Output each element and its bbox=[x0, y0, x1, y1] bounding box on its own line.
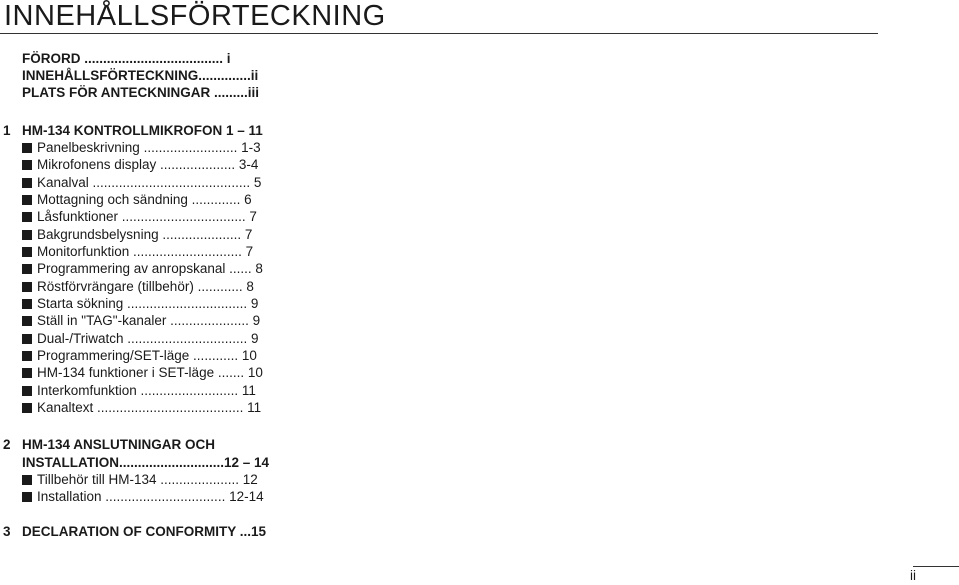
bullet-square-icon bbox=[22, 403, 32, 413]
title-divider bbox=[0, 33, 878, 34]
toc-item: Kanaltext ....................................... 11 bbox=[22, 400, 261, 416]
toc-entry-anteckningar: PLATS FÖR ANTECKNINGAR .........iii bbox=[22, 85, 260, 100]
toc-item: Installation ................................ 12-14 bbox=[22, 489, 264, 505]
toc-item: Panelbeskrivning ......................... 1-3 bbox=[22, 140, 261, 156]
toc-entry-innehall: INNEHÅLLSFÖRTECKNING..............ii bbox=[22, 68, 259, 83]
section-number: 1 bbox=[3, 123, 11, 138]
bullet-square-icon bbox=[22, 351, 32, 361]
bullet-square-icon bbox=[22, 178, 32, 188]
section-heading: DECLARATION OF CONFORMITY ...15 bbox=[22, 524, 267, 539]
bullet-square-icon bbox=[22, 368, 32, 378]
bullet-square-icon bbox=[22, 143, 32, 153]
section-heading: HM-134 KONTROLLMIKROFON 1 – 11 bbox=[22, 123, 263, 138]
bullet-square-icon bbox=[22, 212, 32, 222]
toc-item: Interkomfunktion .......................... 11 bbox=[22, 383, 256, 399]
page-number: ii bbox=[910, 568, 916, 583]
page-title: INNEHÅLLSFÖRTECKNING bbox=[4, 0, 386, 32]
section-heading: HM-134 ANSLUTNINGAR OCH bbox=[22, 437, 216, 452]
section-number: 3 bbox=[3, 524, 11, 539]
bullet-square-icon bbox=[22, 247, 32, 257]
bullet-square-icon bbox=[22, 334, 32, 344]
toc-item: Monitorfunktion ............................. 7 bbox=[22, 244, 253, 260]
bullet-square-icon bbox=[22, 386, 32, 396]
toc-item: Låsfunktioner ................................. 7 bbox=[22, 209, 257, 225]
toc-item: Ställ in "TAG"-kanaler ..................... 9 bbox=[22, 313, 260, 329]
toc-item: Kanalval .......................................... 5 bbox=[22, 175, 261, 191]
bullet-square-icon bbox=[22, 492, 32, 502]
section-number: 2 bbox=[3, 437, 11, 452]
toc-item: Starta sökning ................................ 9 bbox=[22, 296, 258, 312]
bullet-square-icon bbox=[22, 195, 32, 205]
toc-item: Dual-/Triwatch ................................ 9 bbox=[22, 331, 259, 347]
section-heading-continued: INSTALLATION............................12 – 14 bbox=[22, 455, 270, 470]
bullet-square-icon bbox=[22, 316, 32, 326]
bullet-square-icon bbox=[22, 230, 32, 240]
toc-item: Programmering av anropskanal ...... 8 bbox=[22, 261, 263, 277]
bullet-square-icon bbox=[22, 282, 32, 292]
page-number-rule bbox=[913, 566, 959, 567]
toc-item: Tillbehör till HM-134 ..................... 12 bbox=[22, 472, 258, 488]
toc-item: HM-134 funktioner i SET-läge ....... 10 bbox=[22, 365, 263, 381]
bullet-square-icon bbox=[22, 299, 32, 309]
bullet-square-icon bbox=[22, 160, 32, 170]
bullet-square-icon bbox=[22, 475, 32, 485]
toc-entry-forord: FÖRORD ..................................... i bbox=[22, 51, 231, 66]
bullet-square-icon bbox=[22, 264, 32, 274]
toc-item: Röstförvrängare (tillbehör) ............ 8 bbox=[22, 279, 254, 295]
toc-item: Mikrofonens display .................... 3-4 bbox=[22, 157, 258, 173]
toc-item: Bakgrundsbelysning ..................... 7 bbox=[22, 227, 252, 243]
toc-item: Programmering/SET-läge ............ 10 bbox=[22, 348, 257, 364]
toc-item: Mottagning och sändning ............. 6 bbox=[22, 192, 252, 208]
